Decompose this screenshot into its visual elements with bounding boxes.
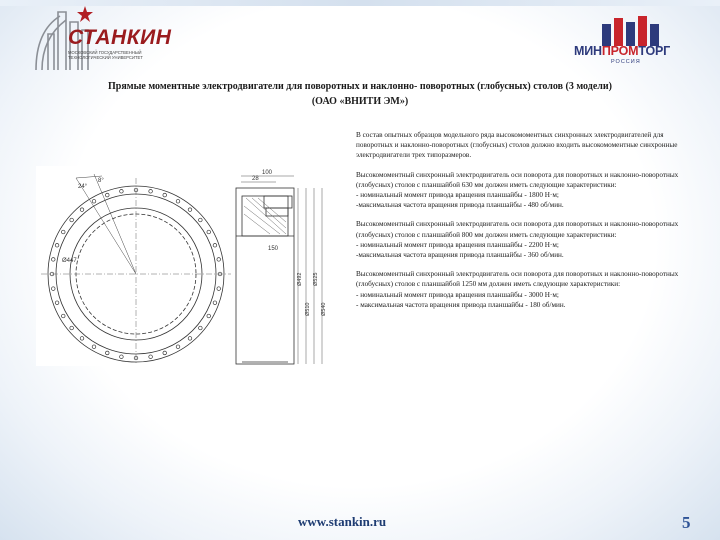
description-paragraph-630: Высокомоментный синхронный электродвигатель оси поворота для поворотных и наклонно-поворотных (глобусных) столов с планшайбой 630 мм должен иметь следующие характеристики: - номинальный момент привода вращения планшайбы - 1800 Н·м; -максимальная частота вращения привода планшайбы - 480 об/мин.	[356, 170, 679, 210]
minprom-part1: МИН	[574, 44, 602, 58]
description-paragraph-1250: Высокомоментный синхронный электродвигатель оси поворота для поворотных и наклонно-поворотных (глобусных) столов с планшайбой 1250 мм должен иметь следующие характеристики: - номинальный момент привода вращения планшайбы - 3000 Н·м; - максимальная частота вращения привода планшайбы - 180 об/мин.	[356, 270, 679, 309]
minpromtorg-logo-name	[574, 44, 670, 58]
drawing-dim-label-9: 28	[252, 176, 259, 182]
drawing-dim-label-6: Ø525	[313, 272, 319, 286]
motor-description	[356, 130, 700, 319]
minprom-part3: ТОРГ	[638, 44, 670, 58]
footer-url-link[interactable]: www.stankin.ru	[298, 514, 387, 529]
drawing-angle-label-2: 8°	[98, 178, 104, 184]
drawing-dim-label-10: 150	[268, 246, 279, 252]
minpromtorg-logo-subtitle: РОССИЯ	[611, 59, 641, 65]
slide-subtitle: (ОАО «ВНИТИ ЭМ»)	[311, 96, 409, 107]
stankin-logo-name: СТАНКИН	[68, 26, 172, 49]
stankin-logo-subtitle: МОСКОВСКИЙ ГОСУДАРСТВЕННЫЙ ТЕХНОЛОГИЧЕСКИЙ УНИВЕРСИТЕТ	[68, 50, 143, 60]
description-paragraph-800: Высокомоментный синхронный электродвигатель оси поворота для поворотных и наклонно-поворотных (глобусных) столов с планшайбой 800 мм должен иметь следующие характеристики: - номинальный момент привода вращения планшайбы - 2200 Н·м; -максимальная частота вращения привода планшайбы - 360 об/мин.	[356, 220, 679, 260]
slide-title-block	[40, 79, 680, 109]
drawing-dim-label-7: Ø540	[321, 302, 327, 316]
motor-technical-drawing	[36, 166, 336, 366]
slide-title: Прямые моментные электродвигатели для поворотных и наклонно- поворотных (глобусных) столов (3 модели)	[108, 81, 612, 92]
description-paragraph-intro: В состав опытных образцов модельного ряда высокомоментных синхронных электродвигателей для поворотных и наклонно-поворотных (глобусных) столов должно входить высокомоментные синхронные электродвигатели трех типоразмеров.	[356, 131, 678, 160]
drawing-dim-label-1: Ø447	[62, 258, 77, 264]
minprom-part2: ПРОМ	[601, 44, 639, 58]
drawing-dim-label-8: 100	[262, 170, 273, 176]
drawing-dim-label-5: Ø510	[305, 302, 311, 316]
drawing-angle-label-1: 24°	[78, 184, 88, 190]
drawing-dim-label-4: Ø492	[297, 272, 303, 286]
page-number: 5	[682, 513, 691, 532]
